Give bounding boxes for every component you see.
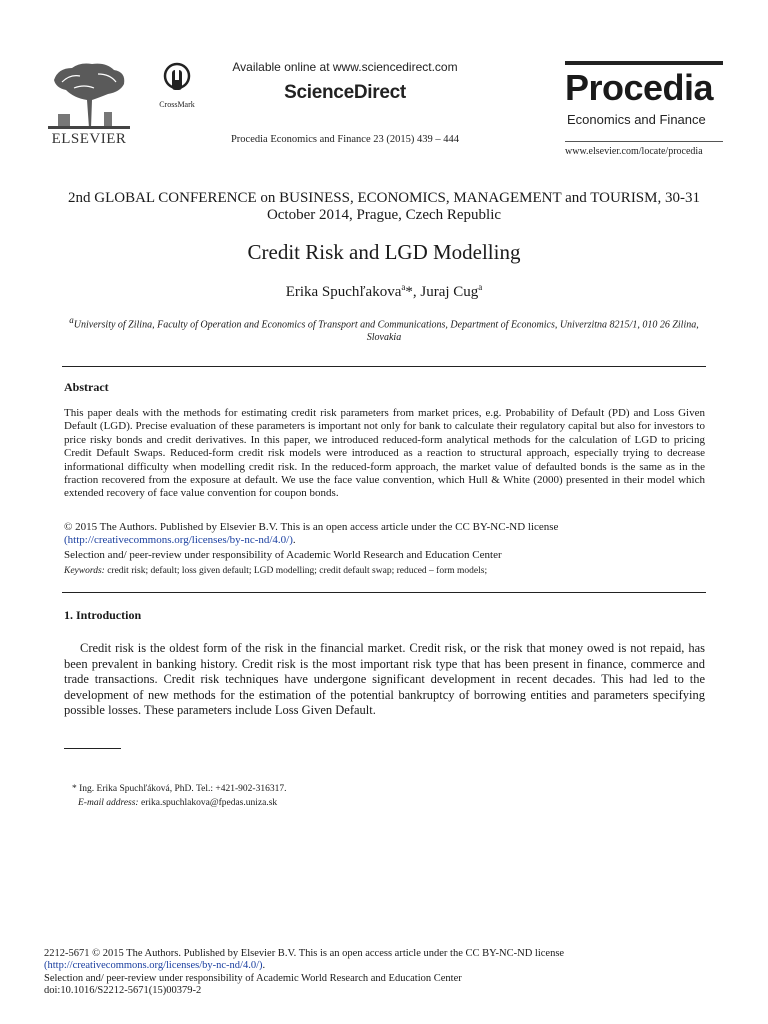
footnote xyxy=(72,782,286,810)
procedia-divider xyxy=(565,141,723,142)
author-name: Erika Spuchľakova xyxy=(285,284,402,300)
section-heading: 1. Introduction xyxy=(64,608,142,622)
journal-citation: Procedia Economics and Finance 23 (2015) 439 – 444 xyxy=(230,134,460,145)
journal-subtitle: Economics and Finance xyxy=(567,112,706,127)
sciencedirect-logo-text[interactable]: ScienceDirect xyxy=(284,82,406,103)
journal-url[interactable]: www.elsevier.com/locate/procedia xyxy=(565,146,703,157)
keywords xyxy=(64,566,487,576)
section-body: Credit risk is the oldest form of the risk in the financial market. Credit risk, or the risk that money owed is not repaid, has been prevalent in banking history. Credit risk is the most important risk type that has been present in finance, commerce and trade transactions. Credit risk techniques have undergone significant development in recent decades. This had led to the development of new methods for the estimation of the potential bankruptcy of borrowing entities and parameters specifying possible losses. These parameters include Loss Given Default. xyxy=(64,641,705,717)
article-title: Credit Risk and LGD Modelling xyxy=(247,240,521,264)
keywords-list: credit risk; default; loss given default; LGD modelling; credit default swap; reduced – form models; xyxy=(104,566,488,576)
author-affiliation-mark: a xyxy=(401,282,406,292)
publisher-name: ELSEVIER xyxy=(51,131,127,147)
affiliation-text: University of Zilina, Faculty of Operation and Economics of Transport and Communications, Department of Economics, Univerzitna 8215/1, 010 26 Zilina, Slovakia xyxy=(73,319,699,344)
footer-link-tail: . xyxy=(262,960,266,972)
license-link-tail: . xyxy=(292,534,296,547)
page-footer xyxy=(44,948,564,998)
available-online-text: Available online at www.sciencedirect.com xyxy=(232,60,458,74)
license-link[interactable]: (http://creativecommons.org/licenses/by-nc-nd/4.0/) xyxy=(64,534,293,547)
email-label: E-mail address: xyxy=(78,798,139,808)
peer-review-note: Selection and/ peer-review under responsibility of Academic World Research and Education Center xyxy=(64,549,502,561)
footer-peer-review: Selection and/ peer-review under responsibility of Academic World Research and Education Center xyxy=(44,972,462,984)
crossmark-badge[interactable] xyxy=(152,62,202,109)
author-list xyxy=(64,282,704,301)
email-address[interactable]: erika.spuchlakova@fpedas.uniza.sk xyxy=(138,798,278,808)
copyright-text: © 2015 The Authors. Published by Elsevier B.V. This is an open access article under the CC BY-NC-ND license xyxy=(64,521,559,533)
footer-copyright: 2212-5671 © 2015 The Authors. Published by Elsevier B.V. This is an open access article under the CC BY-NC-ND license xyxy=(44,948,565,959)
abstract-copyright xyxy=(64,521,705,548)
corresponding-author-mark: *, xyxy=(405,284,421,300)
crossmark-label: CrossMark xyxy=(159,100,195,109)
footnote-rule xyxy=(64,748,121,749)
abstract-body: This paper deals with the methods for estimating credit risk parameters from market prices, e.g. Probability of Default (PD) and Loss Given Default (LGD). Precise evaluation of these parameters is important not only for bank to calculate their regulatory capital but also for investors to price risky bonds and credit derivatives. In this paper, we introduced reduced-form analytical methods for the calculation of LGD to pricing Credit Default Swaps. Reduced-form credit risk models were introduced as a reaction to structural approach, especially trying to decrease informational difficulty when modelling credit risk. In the reduced-form approach, the market value of defaulted bonds is the same as in the fraction recovered from the exposure at default. We use the face value convention, which Hull & White (2000) presented in their model which extended recovery of face value convention for coupon bonds. xyxy=(64,407,705,500)
affiliation-mark: a xyxy=(69,315,74,325)
procedia-top-bar xyxy=(565,61,723,65)
journal-name: Procedia xyxy=(565,67,714,108)
abstract-heading: Abstract xyxy=(64,380,109,394)
affiliation xyxy=(64,314,704,344)
footer-license-link[interactable]: (http://creativecommons.org/licenses/by-nc-nd/4.0/) xyxy=(44,960,263,972)
keywords-label: Keywords: xyxy=(64,566,105,576)
doi[interactable]: doi:10.1016/S2212-5671(15)00379-2 xyxy=(44,985,202,997)
crossmark-icon xyxy=(163,62,191,94)
divider-top xyxy=(62,366,706,367)
author-affiliation-mark: a xyxy=(478,282,483,292)
divider-bottom xyxy=(62,592,706,593)
conference-name: 2nd GLOBAL CONFERENCE on BUSINESS, ECONOMICS, MANAGEMENT and TOURISM, 30-31 October 2014, Prague, Czech Republic xyxy=(68,190,700,223)
footnote-contact: * Ing. Erika Spuchľáková, PhD. Tel.: +421-902-316317. xyxy=(72,784,287,794)
author-name: Juraj Cug xyxy=(420,284,479,300)
